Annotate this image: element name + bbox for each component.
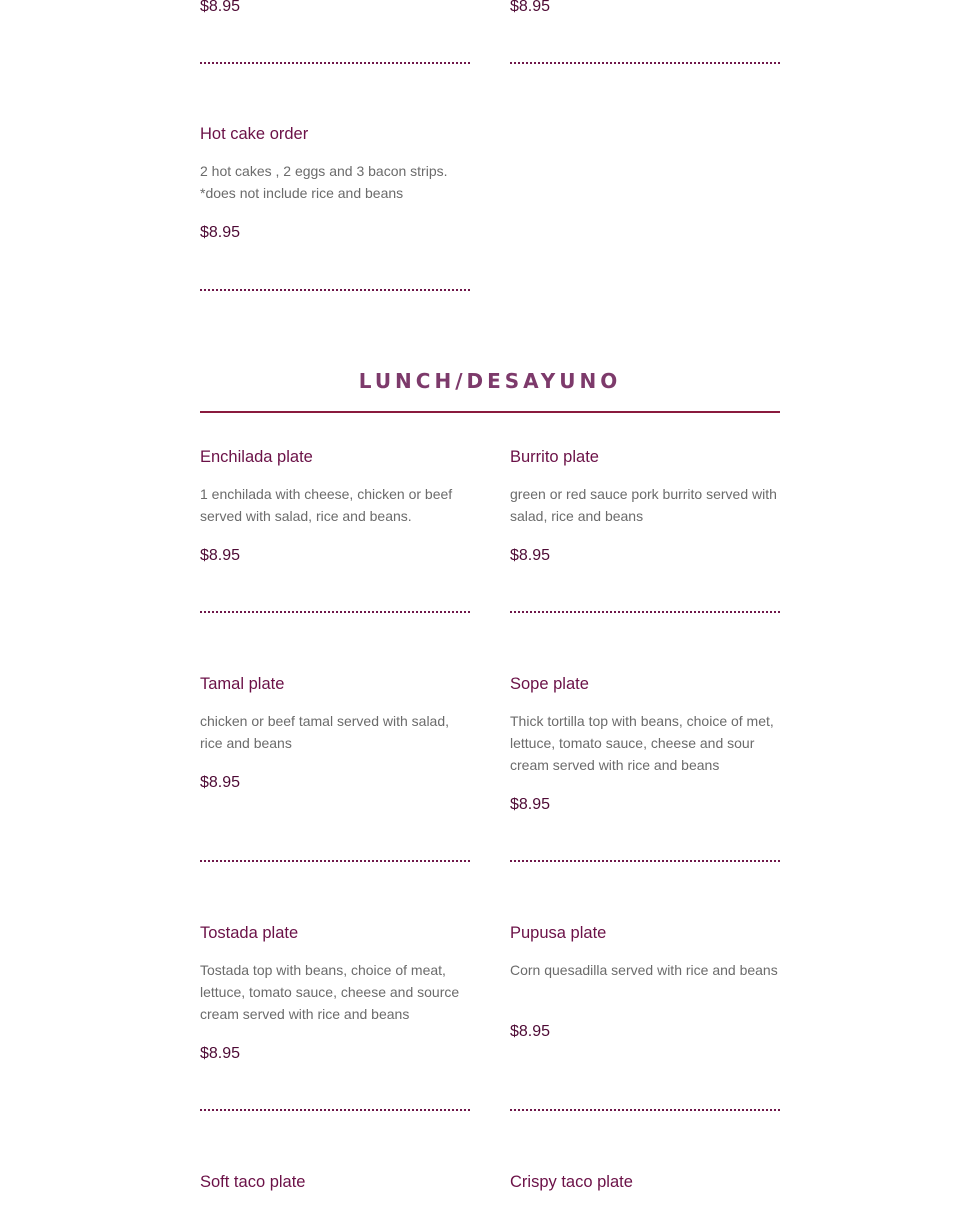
dotted-divider — [200, 62, 470, 64]
menu-item-price: $8.95 — [510, 547, 551, 564]
menu-item-description: Corn quesadilla served with rice and beans — [510, 962, 778, 978]
menu-item-price: $8.95 — [510, 796, 551, 813]
section-divider — [200, 411, 780, 413]
menu-item-title: Hot cake order — [200, 125, 309, 143]
dotted-divider — [510, 1109, 780, 1111]
menu-item-title: Crispy taco plate — [510, 1173, 633, 1191]
menu-item-price: $8.95 — [200, 774, 241, 791]
menu-item-description: 2 hot cakes , 2 eggs and 3 bacon strips. *does not include rice and beans — [200, 163, 448, 201]
menu-item-description: chicken or beef tamal served with salad, rice and beans — [200, 713, 450, 751]
menu-item-title: Enchilada plate — [200, 448, 313, 466]
menu-item-description: Thick tortilla top with beans, choice of met, lettuce, tomato sauce, cheese and sour cream served with rice and beans — [510, 713, 774, 773]
dotted-divider — [200, 1109, 470, 1111]
menu-item-price: $8.95 — [200, 547, 241, 564]
menu-item-title: Sope plate — [510, 675, 589, 693]
menu-item-title: Burrito plate — [510, 448, 599, 466]
menu-item-title: Pupusa plate — [510, 924, 607, 942]
menu-item-price: $8.95 — [510, 1023, 551, 1040]
menu-item-price: $8.95 — [200, 1045, 241, 1062]
dotted-divider — [200, 611, 470, 613]
menu-item-title: Tostada plate — [200, 924, 299, 942]
menu-item-price: $8.95 — [200, 0, 241, 15]
dotted-divider — [200, 860, 470, 862]
menu-item-title: Soft taco plate — [200, 1173, 306, 1191]
section-heading: LUNCH/DESAYUNO — [358, 369, 622, 393]
dotted-divider — [510, 62, 780, 64]
dotted-divider — [510, 860, 780, 862]
menu-item-price: $8.95 — [200, 224, 241, 241]
dotted-divider — [510, 611, 780, 613]
menu-item-title: Tamal plate — [200, 675, 285, 693]
dotted-divider — [200, 289, 470, 291]
menu-item-description: 1 enchilada with cheese, chicken or beef served with salad, rice and beans. — [200, 486, 453, 524]
menu-item-description: green or red sauce pork burrito served with salad, rice and beans — [510, 486, 777, 524]
menu-item-price: $8.95 — [510, 0, 551, 15]
menu-item-description: Tostada top with beans, choice of meat, lettuce, tomato sauce, cheese and source cream served with rice and beans — [200, 962, 460, 1022]
